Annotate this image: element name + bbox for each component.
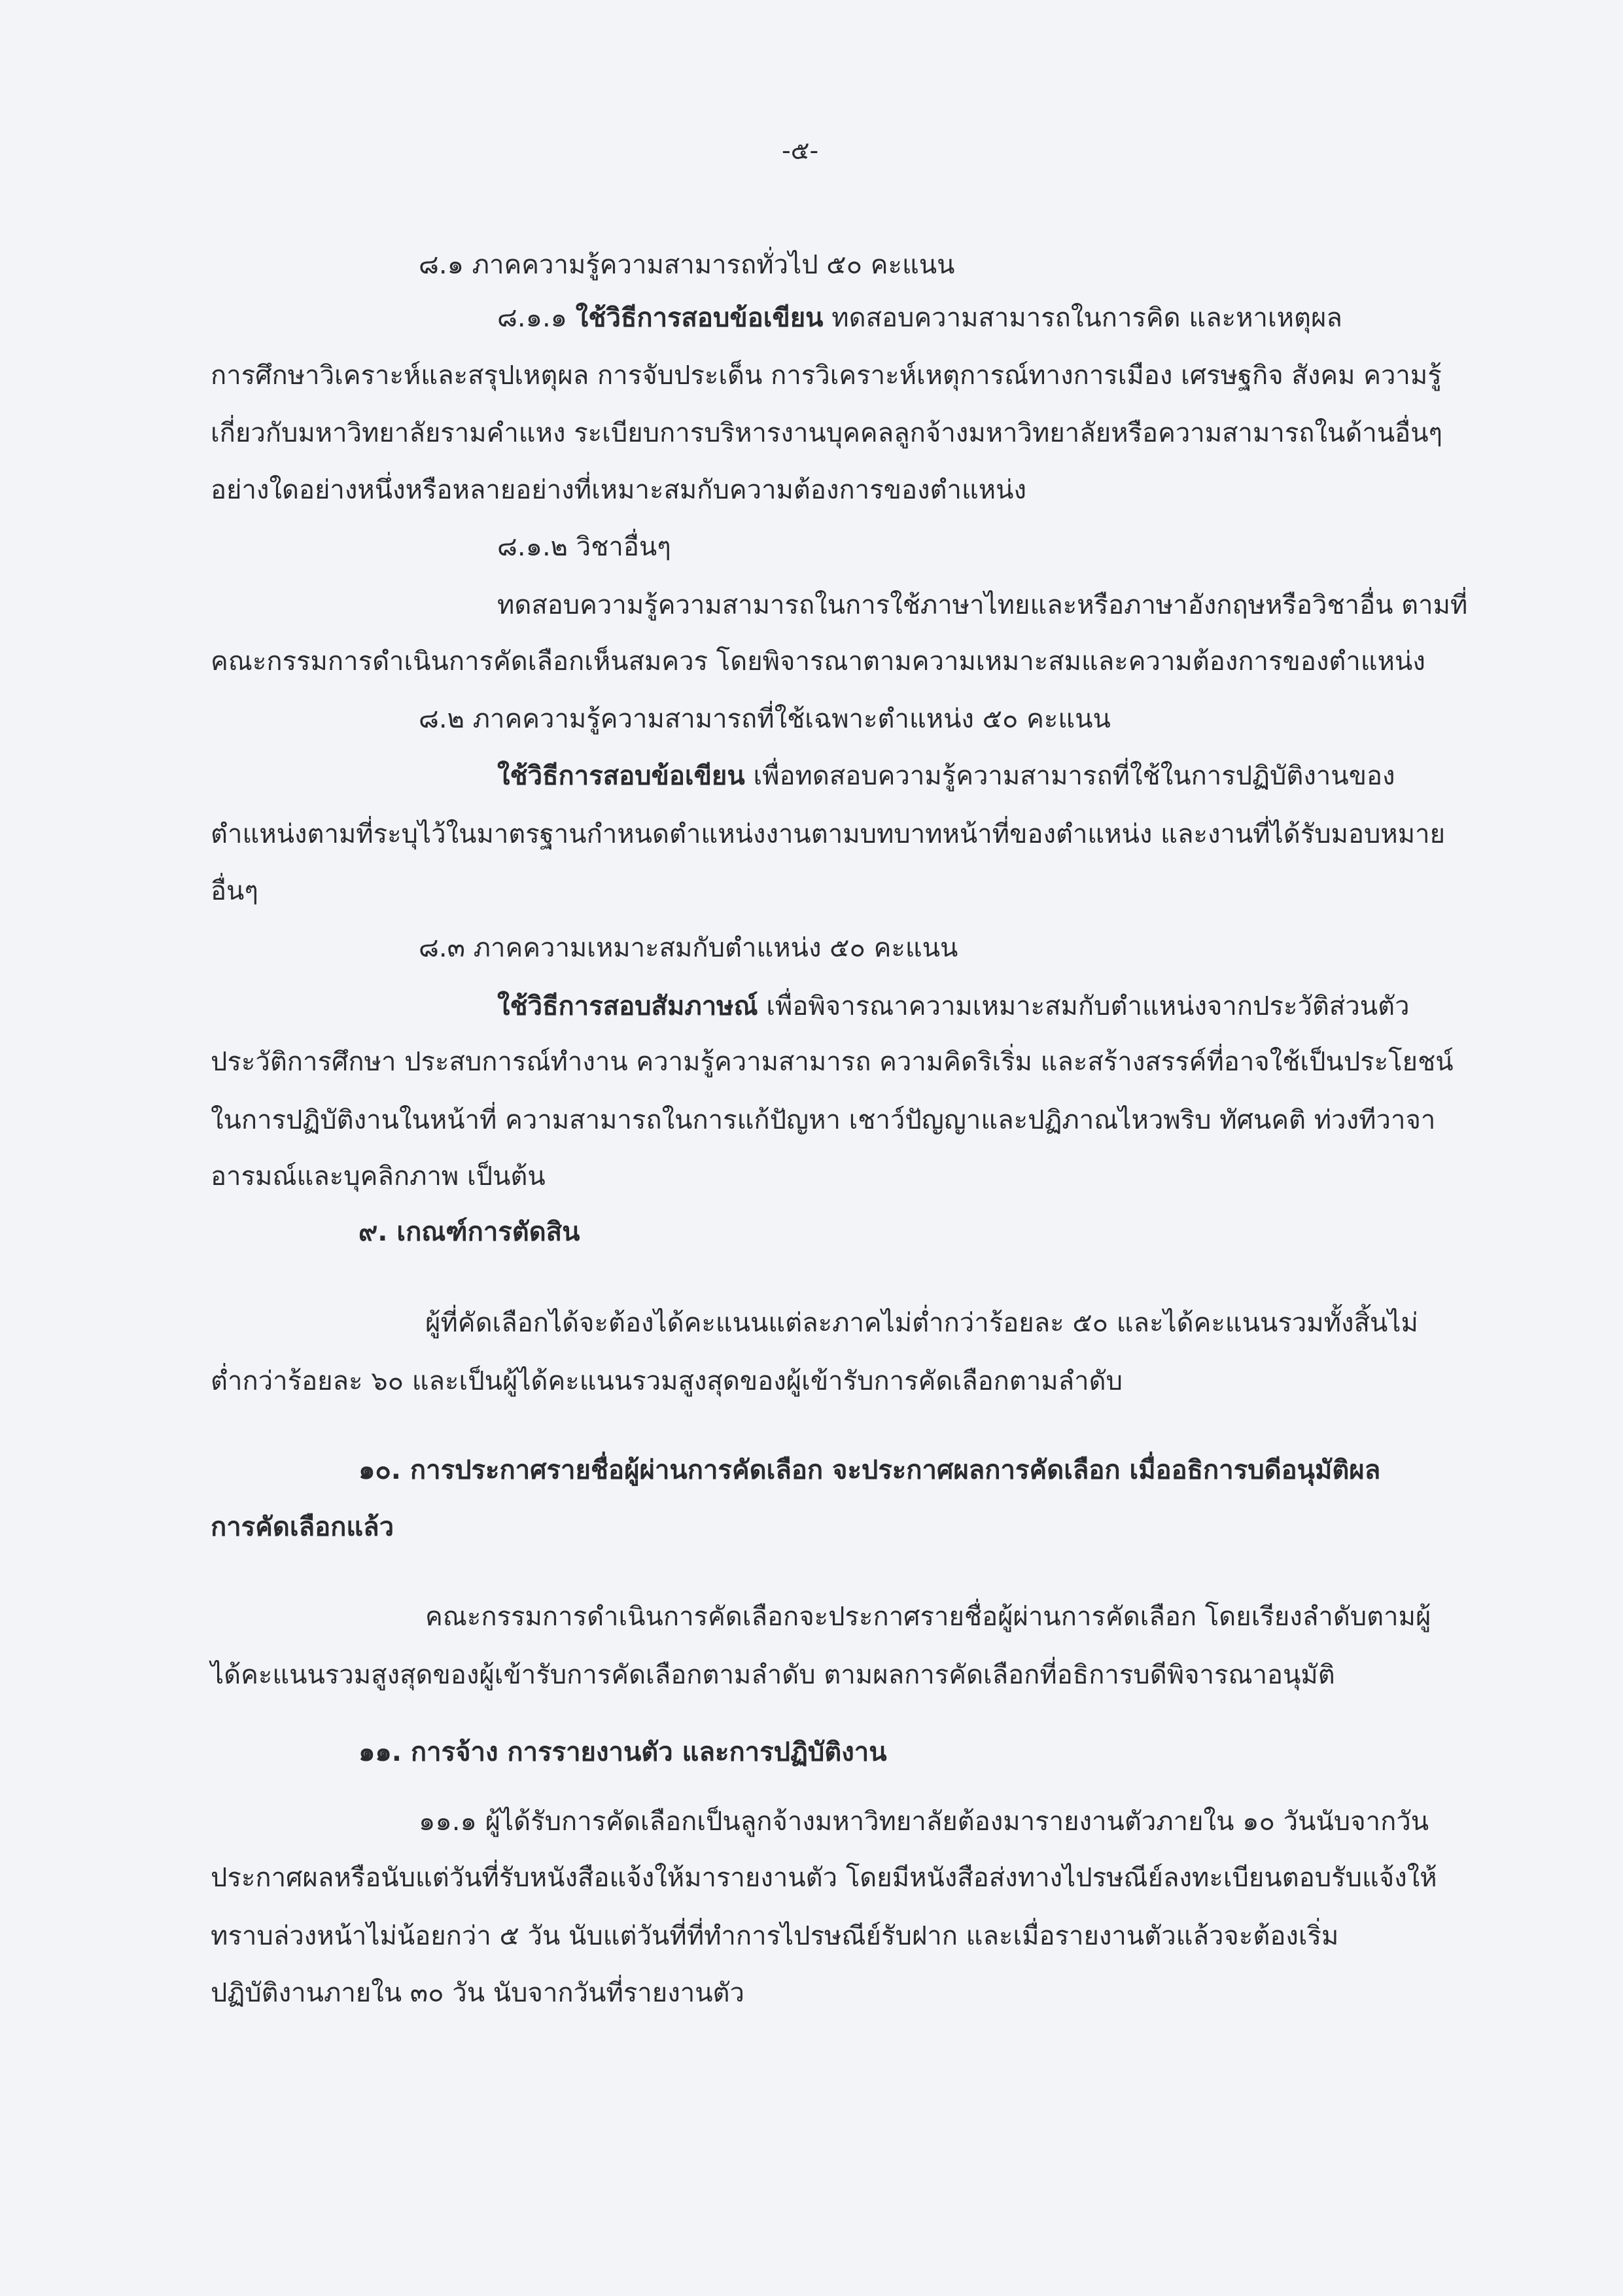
section-8-2-line-3: อื่นๆ (211, 876, 258, 906)
section-9-line-1: ผู้ที่คัดเลือกได้จะต้องได้คะแนนแต่ละภาคไม่ต่ำกว่าร้อยละ ๕๐ และได้คะแนนรวมทั้งสิ้นไม่ (425, 1308, 1418, 1338)
exam-method-written: ใช้วิธีการสอบข้อเขียน (575, 303, 824, 333)
page-number: -๕- (782, 136, 819, 165)
section-11-heading: ๑๑. การจ้าง การรายงานตัว และการปฏิบัติงาน (358, 1737, 887, 1767)
section-8-2-line-2: ตำแหน่งตามที่ระบุไว้ในมาตรฐานกำหนดตำแหน่งงานตามบทบาทหน้าที่ของตำแหน่ง และงานที่ได้รับมอบหมาย (211, 819, 1446, 849)
section-8-3-heading: ๘.๓ ภาคความเหมาะสมกับตำแหน่ง ๕๐ คะแนน (419, 933, 958, 963)
exam-method-written: ใช้วิธีการสอบข้อเขียน (497, 761, 745, 791)
section-10-heading-line-1: ๑๐. การประกาศรายชื่อผู้ผ่านการคัดเลือก จะประกาศผลการคัดเลือก เมื่ออธิการบดีอนุมัติผล (358, 1455, 1381, 1485)
section-9-heading: ๙. เกณฑ์การตัดสิน (358, 1217, 580, 1247)
section-8-1-1-line-2: การศึกษาวิเคราะห์และสรุปเหตุผล การจับประเด็น การวิเคราะห์เหตุการณ์ทางการเมือง เศรษฐกิจ สังคม ความรู้ (211, 361, 1442, 391)
section-9-line-2: ต่ำกว่าร้อยละ ๖๐ และเป็นผู้ได้คะแนนรวมสูงสุดของผู้เข้ารับการคัดเลือกตามลำดับ (211, 1366, 1123, 1396)
section-11-1-line-3: ทราบล่วงหน้าไม่น้อยกว่า ๕ วัน นับแต่วันที่ที่ทำการไปรษณีย์รับฝาก และเมื่อรายงานตัวแล้วจะต้องเริ่ม (211, 1921, 1339, 1951)
section-8-1-2-line-2: คณะกรรมการดำเนินการคัดเลือกเห็นสมควร โดยพิจารณาตามความเหมาะสมและความต้องการของตำแหน่ง (211, 646, 1425, 677)
section-number: ๘.๑.๑ (497, 303, 568, 333)
section-11-1-line-4: ปฏิบัติงานภายใน ๓๐ วัน นับจากวันที่รายงานตัว (211, 1978, 744, 2008)
paragraph-text: เพื่อทดสอบความรู้ความสามารถที่ใช้ในการปฏิบัติงานของ (753, 761, 1395, 791)
paragraph-text: เพื่อพิจารณาความเหมาะสมกับตำแหน่งจากประวัติส่วนตัว (766, 991, 1410, 1021)
exam-method-interview: ใช้วิธีการสอบสัมภาษณ์ (497, 991, 758, 1021)
section-8-2-heading: ๘.๒ ภาคความรู้ความสามารถที่ใช้เฉพาะตำแหน่ง ๕๐ คะแนน (419, 704, 1111, 734)
paragraph-text: ทดสอบความสามารถในการคิด และหาเหตุผล (831, 303, 1342, 333)
section-8-3-line-4: อารมณ์และบุคลิกภาพ เป็นต้น (211, 1161, 546, 1192)
section-8-1-2-heading: ๘.๑.๒ วิชาอื่นๆ (497, 532, 671, 562)
section-8-2-line-1 (497, 756, 1395, 796)
section-10-heading-line-2: การคัดเลือกแล้ว (211, 1512, 394, 1542)
section-11-1-line-1: ๑๑.๑ ผู้ได้รับการคัดเลือกเป็นลูกจ้างมหาวิทยาลัยต้องมารายงานตัวภายใน ๑๐ วันนับจากวัน (419, 1807, 1429, 1837)
section-8-1-heading: ๘.๑ ภาคความรู้ความสามารถทั่วไป ๕๐ คะแนน (419, 250, 955, 280)
section-8-1-1-line-3: เกี่ยวกับมหาวิทยาลัยรามคำแหง ระเบียบการบริหารงานบุคคลลูกจ้างมหาวิทยาลัยหรือความสามารถในด้านอื่นๆ (211, 418, 1443, 448)
section-8-1-1-line-4: อย่างใดอย่างหนึ่งหรือหลายอย่างที่เหมาะสมกับความต้องการของตำแหน่ง (211, 475, 1026, 505)
section-11-1-line-2: ประกาศผลหรือนับแต่วันที่รับหนังสือแจ้งให้มารายงานตัว โดยมีหนังสือส่งทางไปรษณีย์ลงทะเบียนตอบรับแจ้งให้ (211, 1863, 1437, 1893)
section-8-3-line-3: ในการปฏิบัติงานในหน้าที่ ความสามารถในการแก้ปัญหา เชาว์ปัญญาและปฏิภาณไหวพริบ ทัศนคติ ท่วงทีวาจา (211, 1105, 1436, 1135)
section-8-3-line-2: ประวัติการศึกษา ประสบการณ์ทำงาน ความรู้ความสามารถ ความคิดริเริ่ม และสร้างสรรค์ที่อาจใช้เป็นประโยชน์ (211, 1047, 1454, 1077)
section-8-1-2-line-1: ทดสอบความรู้ความสามารถในการใช้ภาษาไทยและหรือภาษาอังกฤษหรือวิชาอื่น ตามที่ (497, 590, 1468, 620)
section-8-1-1-line-1 (497, 298, 1342, 338)
section-10-line-2: ได้คะแนนรวมสูงสุดของผู้เข้ารับการคัดเลือกตามลำดับ ตามผลการคัดเลือกที่อธิการบดีพิจารณาอนุมัติ (211, 1660, 1335, 1690)
section-8-3-line-1 (497, 987, 1410, 1026)
section-10-line-1: คณะกรรมการดำเนินการคัดเลือกจะประกาศรายชื่อผู้ผ่านการคัดเลือก โดยเรียงลำดับตามผู้ (425, 1602, 1431, 1632)
